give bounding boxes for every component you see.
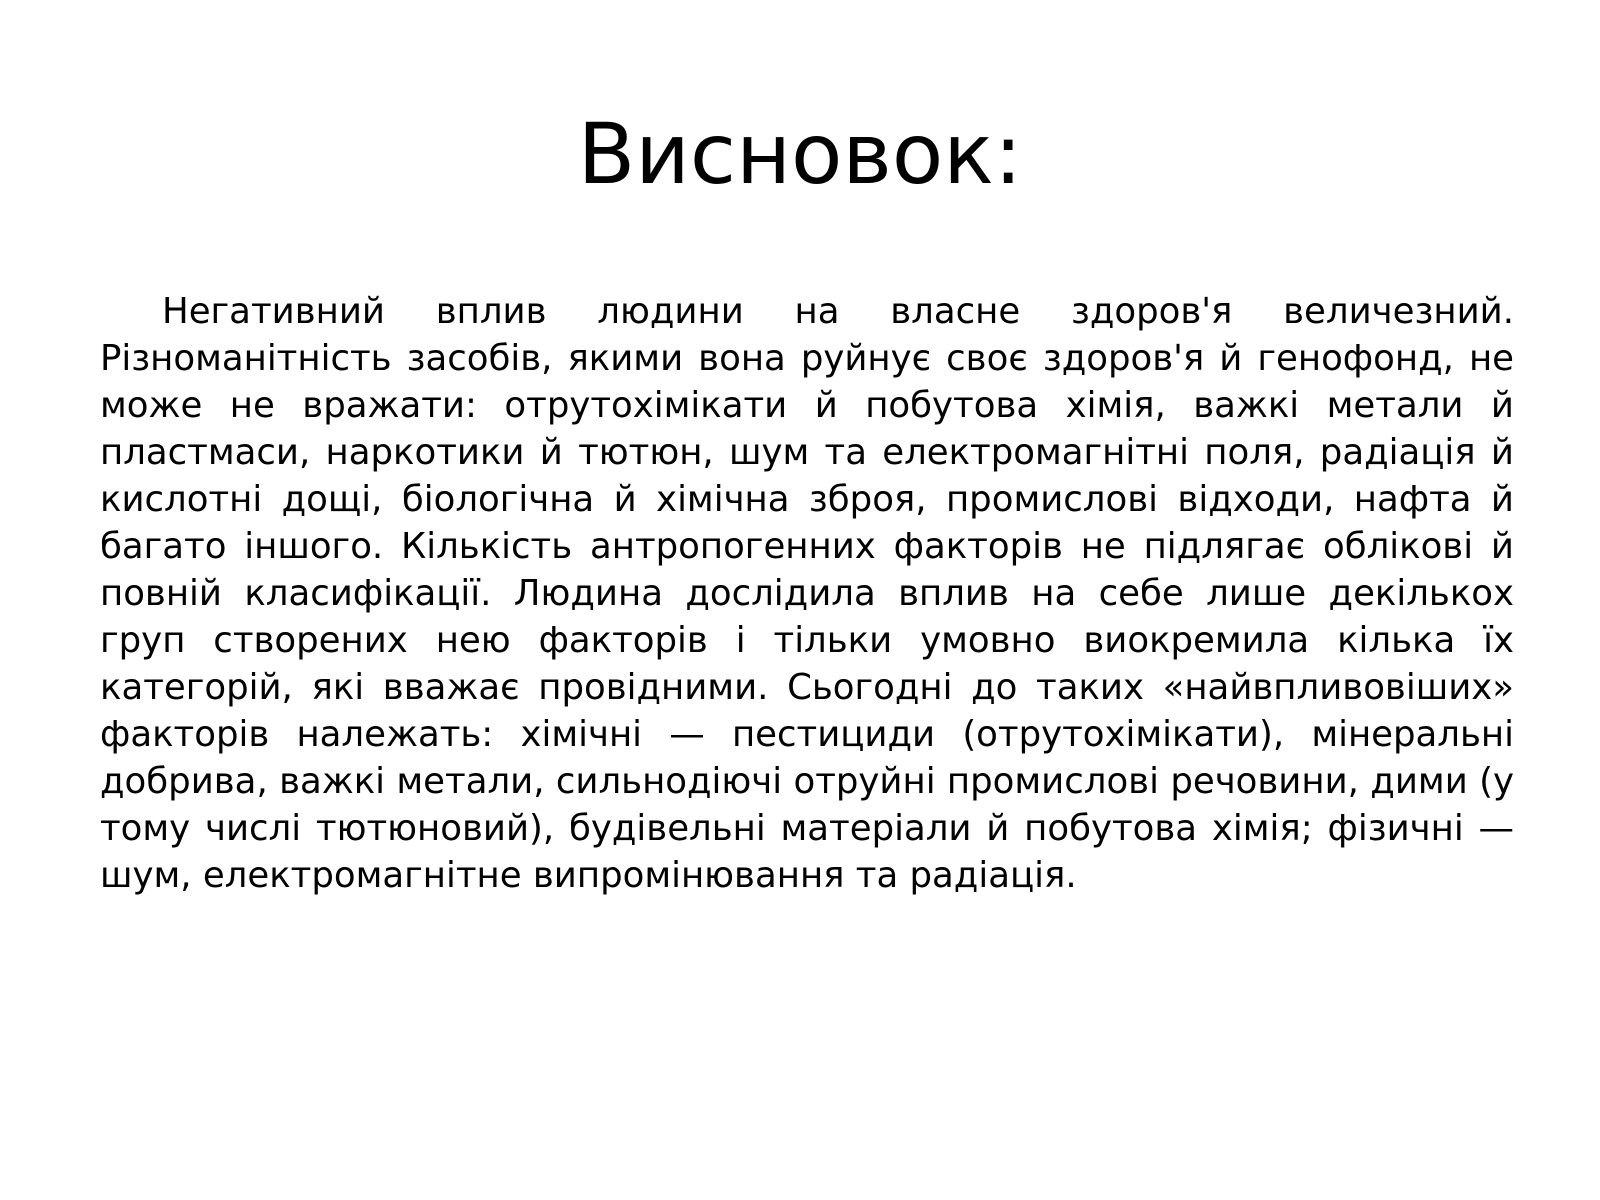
slide-body-paragraph: Негативний вплив людини на власне здоров'я величезний. Різноманітність засобів, якими вона руйнує своє здоров'я й генофонд, не може не вражати: отрутохімікати й побутова хімія, важкі метали й пластмаси, наркотики й тютюн, шум та електромагнітні поля, радіація й кислотні дощі, біологічна й хімічна зброя, промислові відходи, нафта й багато іншого. Кількість антропогенних факторів не підлягає облікові й повній класифікації. Людина дослідила вплив на себе лише декількох груп створених нею факторів і тільки умовно виокремила кілька їх категорій, які вважає провідними. Сьогодні до таких «найвпливовіших» факторів належать: хімічні — пестициди (отрутохімікати), мінеральні добрива, важкі метали, сильнодіючі отруйні промислові речовини, дими (у тому числі тютюновий), будівельні матеріали й побутова хімія; фізичні — шум, електромагнітне випромінювання та радіація. [100, 291, 1514, 896]
slide-title: Висновок: [577, 105, 1023, 203]
